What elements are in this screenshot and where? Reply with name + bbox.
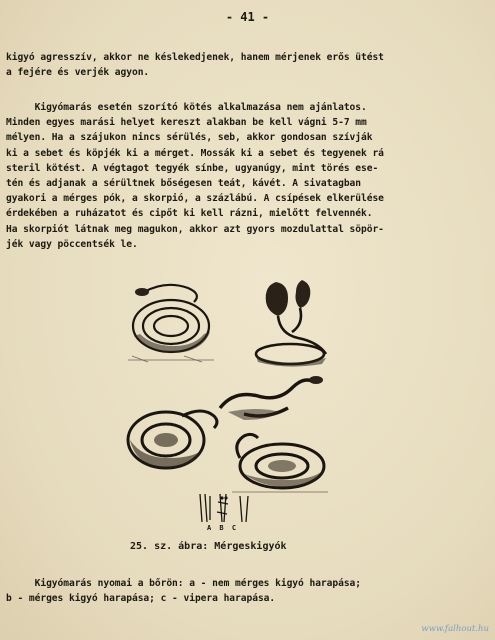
figure-caption: 25. sz. ábra: Mérgeskigyók (130, 541, 287, 552)
watermark: www.falhout.hu (421, 624, 489, 634)
snake-rattler-icon (226, 426, 334, 496)
snake-coiled-icon (124, 276, 219, 364)
paragraph-bottom: Kigyómarás nyomai a bőrön: a - nem mérges kigyó harapása; b - mérges kigyó harapása; c - vipera harapása. (6, 578, 362, 605)
figure-letters: A B C (207, 524, 239, 532)
page-number: - 41 - (225, 10, 270, 24)
paragraph-top: kigyó agresszív, akkor ne késlekedjenek, hanem mérjenek erős ütést a fejére és verjék agyon. (6, 52, 384, 79)
snake-viper-icon (214, 362, 324, 422)
bite-marks-icon (196, 492, 256, 526)
cobra-icon (246, 276, 334, 368)
snake-thick-coil-icon (122, 396, 222, 476)
paragraph-main: Kigyómarás esetén szorító kötés alkalmazása nem ajánlatos. Minden egyes marási helyet kereszt alakban be kell vágni 5-7 mm mélyen. Ha a szájukon nincs sérülés, seb, akkor gondosan szívják ki a sebet és köpjék ki a mérget. Mossák ki a sebet és tegyenek rá steril kötést. A végtagot tegyék sínbe, ugyanúgy, mint törés ese- tén és adjanak a sérültnek bőségesen teát, kávét. A sivatagban gyakori a mérges pók, a skorpió, a százlábú. A csípések elkerülése érdekében a ruházatot és cipőt ki kell rázni, mielőtt felvennék. Ha skorpiót látnak meg magukon, akkor azt gyors mozdulattal söpör- jék vagy pöccentsék le. (6, 102, 384, 250)
